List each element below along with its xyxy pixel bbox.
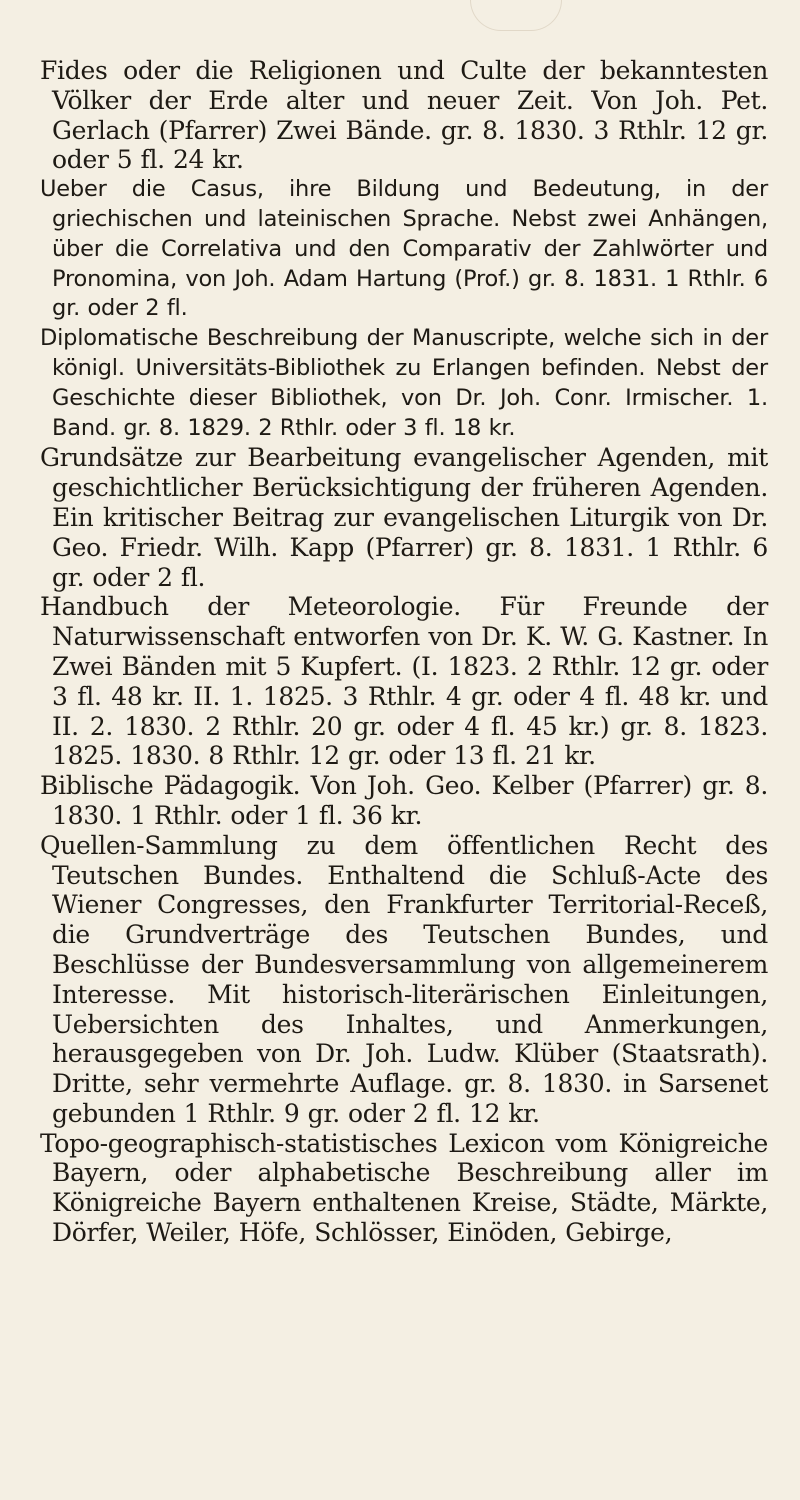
paper-stain xyxy=(470,0,562,31)
catalogue-entry-manuscripte: Diplomatische Beschreibung der Manuscripte, welche sich in der königl. Universitäts-Bibliothek zu Erlangen befinden. Nebst der Geschichte dieser Bibliothek, von Dr. Joh. Conr. Irmischer. 1. Band. gr. 8. 1829. 2 Rthlr. oder 3 fl. 18 kr. xyxy=(40,325,768,441)
catalogue-entry-quellen-sammlung: Quellen-Sammlung zu dem öffentlichen Recht des Teutschen Bundes. Enthaltend die Schluß-Acte des Wiener Congresses, den Frankfurter Territorial-Receß, die Grundverträge des Teutschen Bundes, und Beschlüsse der Bundesversammlung von allgemeinerem Interesse. Mit historisch-literärischen Einleitungen, Uebersichten des Inhaltes, und Anmerkungen, herausgegeben von Dr. Joh. Ludw. Klüber (Staatsrath). Dritte, sehr vermehrte Auflage. gr. 8. 1830. in Sarsenet gebunden 1 Rthlr. 9 gr. oder 2 fl. 12 kr. xyxy=(40,830,768,1128)
catalogue-entry-agenden: Grundsätze zur Bearbeitung evangelischer Agenden, mit geschichtlicher Berücksichtigung der früheren Agenden. Ein kritischer Beitrag zur evangelischen Liturgik von Dr. Geo. Friedr. Wilh. Kapp (Pfarrer) gr. 8. 1831. 1 Rthlr. 6 gr. oder 2 fl. xyxy=(40,443,768,592)
catalogue-entry-fides: Fides oder die Religionen und Culte der bekanntesten Völker der Erde alter und neuer Zeit. Von Joh. Pet. Gerlach (Pfarrer) Zwei Bände. gr. 8. 1830. 3 Rthlr. 12 gr. oder 5 fl. 24 kr. xyxy=(40,56,768,175)
catalogue-entry-meteorologie: Handbuch der Meteorologie. Für Freunde der Naturwissenschaft entworfen von Dr. K. W. G. Kastner. In Zwei Bänden mit 5 Kupfert. (I. 1823. 2 Rthlr. 12 gr. oder 3 fl. 48 kr. II. 1. 1825. 3 Rthlr. 4 gr. oder 4 fl. 48 kr. und II. 2. 1830. 2 Rthlr. 20 gr. oder 4 fl. 45 kr.) gr. 8. 1823. 1825. 1830. 8 Rthlr. 12 gr. oder 13 fl. 21 kr. xyxy=(40,592,768,771)
catalogue-entry-casus: Ueber die Casus, ihre Bildung und Bedeutung, in der griechischen und lateinischen Sprache. Nebst zwei Anhängen, über die Correlativa und den Comparativ der Zahlwörter und Pronomina, von Joh. Adam Hartung (Prof.) gr. 8. 1831. 1 Rthlr. 6 gr. oder 2 fl. xyxy=(40,176,768,322)
catalogue-entry-paedagogik: Biblische Pädagogik. Von Joh. Geo. Kelber (Pfarrer) gr. 8. 1830. 1 Rthlr. oder 1 fl. 36 kr. xyxy=(40,771,768,830)
catalogue-entry-lexicon: Topo-geographisch-statistisches Lexicon vom Königreiche Bayern, oder alphabetische Beschreibung aller im Königreiche Bayern enthaltenen Kreise, Städte, Märkte, Dörfer, Weiler, Höfe, Schlösser, Einöden, Gebirge, xyxy=(40,1128,768,1248)
catalogue-column xyxy=(40,56,768,1248)
